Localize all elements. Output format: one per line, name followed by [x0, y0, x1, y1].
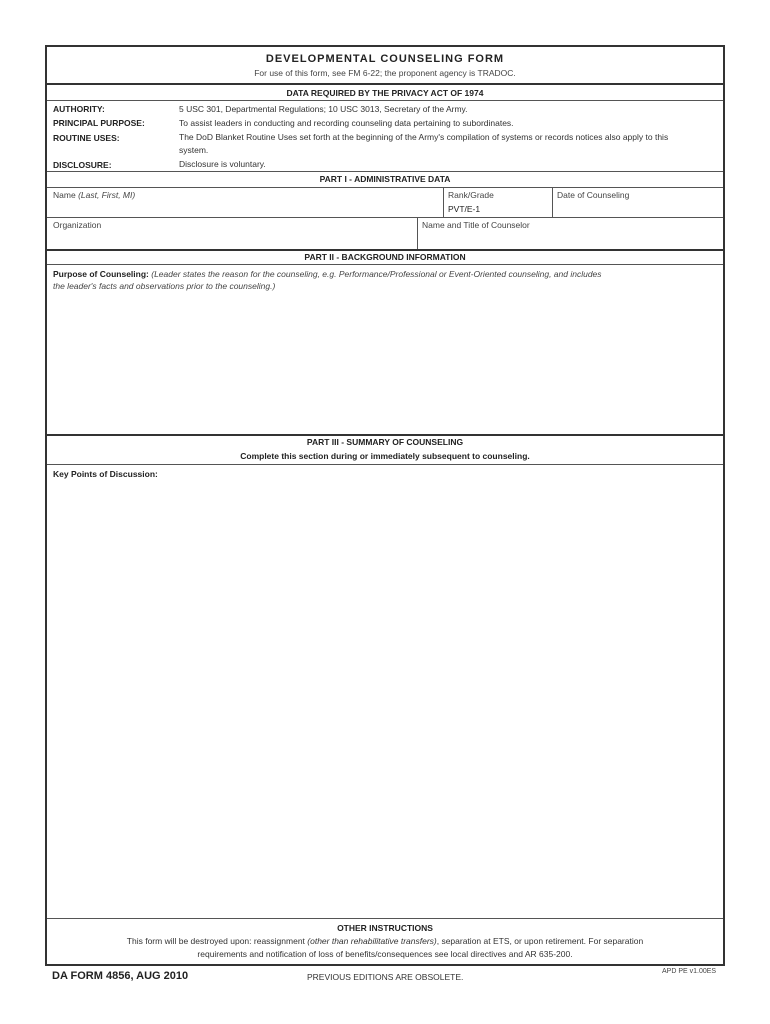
instructions-text: This form will be destroyed upon: reassignment: [126, 936, 308, 946]
divider: [47, 434, 723, 436]
name-field[interactable]: [53, 190, 135, 200]
organization-label[interactable]: Organization: [53, 220, 102, 230]
divider: [47, 217, 723, 218]
routine-uses-value: The DoD Blanket Routine Uses set forth at the beginning of the Army's compilation of systems or records notices also apply to this system.: [179, 132, 669, 155]
form-subtitle: For use of this form, see FM 6-22; the proponent agency is TRADOC.: [254, 68, 516, 78]
name-label: Name: [53, 190, 76, 200]
form-title: DEVELOPMENTAL COUNSELING FORM: [265, 53, 505, 65]
purpose-hint-line2: the leader's facts and observations prior to the counseling.): [53, 281, 276, 291]
part3-heading: PART III - SUMMARY OF COUNSELING: [306, 437, 464, 447]
part3-subheading: Complete this section during or immediately subsequent to counseling.: [240, 451, 530, 461]
other-instructions-line1: [47, 936, 723, 946]
version-tag: APD PE v1.00ES: [662, 968, 717, 975]
principal-purpose-label: PRINCIPAL PURPOSE:: [53, 118, 145, 128]
disclosure-value: Disclosure is voluntary.: [179, 159, 266, 169]
counseling-form: [45, 45, 725, 966]
divider: [443, 187, 444, 217]
rank-grade-label: Rank/Grade: [448, 190, 494, 200]
other-instructions-heading: OTHER INSTRUCTIONS: [337, 923, 433, 933]
instructions-italic: (other than rehabilitative transfers): [307, 936, 437, 946]
divider: [47, 171, 723, 172]
form-id: DA FORM 4856, AUG 2010: [52, 970, 189, 982]
divider: [47, 464, 723, 465]
part2-heading: PART II - BACKGROUND INFORMATION: [304, 252, 466, 262]
obsolete-notice: PREVIOUS EDITIONS ARE OBSOLETE.: [307, 972, 464, 982]
instructions-text: , separation at ETS, or upon retirement. For separation: [436, 936, 644, 946]
authority-label: AUTHORITY:: [53, 104, 105, 114]
authority-value: 5 USC 301, Departmental Regulations; 10 USC 3013, Secretary of the Army.: [179, 104, 468, 114]
routine-uses-label: ROUTINE USES:: [53, 133, 120, 143]
other-instructions-line2: requirements and notification of loss of benefits/consequences see local directives and AR 635-200.: [197, 949, 573, 959]
privacy-heading: DATA REQUIRED BY THE PRIVACY ACT OF 1974: [286, 88, 484, 98]
divider: [47, 83, 723, 85]
divider: [47, 100, 723, 101]
key-points-label[interactable]: Key Points of Discussion:: [53, 469, 158, 479]
rank-grade-value[interactable]: PVT/E-1: [448, 204, 481, 214]
divider: [417, 217, 418, 250]
divider: [47, 249, 723, 251]
divider: [47, 187, 723, 188]
counselor-label[interactable]: Name and Title of Counselor: [422, 220, 530, 230]
date-of-counseling-label[interactable]: Date of Counseling: [557, 190, 630, 200]
divider: [552, 187, 553, 217]
purpose-label: Purpose of Counseling:: [53, 269, 149, 279]
purpose-of-counseling-field[interactable]: [53, 268, 713, 292]
principal-purpose-value: To assist leaders in conducting and recording counseling data pertaining to subordinates.: [179, 118, 514, 128]
disclosure-label: DISCLOSURE:: [53, 160, 112, 170]
divider: [47, 918, 723, 919]
part1-heading: PART I - ADMINISTRATIVE DATA: [319, 174, 451, 184]
name-hint: (Last, First, MI): [78, 190, 136, 200]
purpose-hint-line1: (Leader states the reason for the counseling, e.g. Performance/Professional or Event-Oriented counseling, and includes: [151, 269, 602, 279]
divider: [47, 264, 723, 265]
